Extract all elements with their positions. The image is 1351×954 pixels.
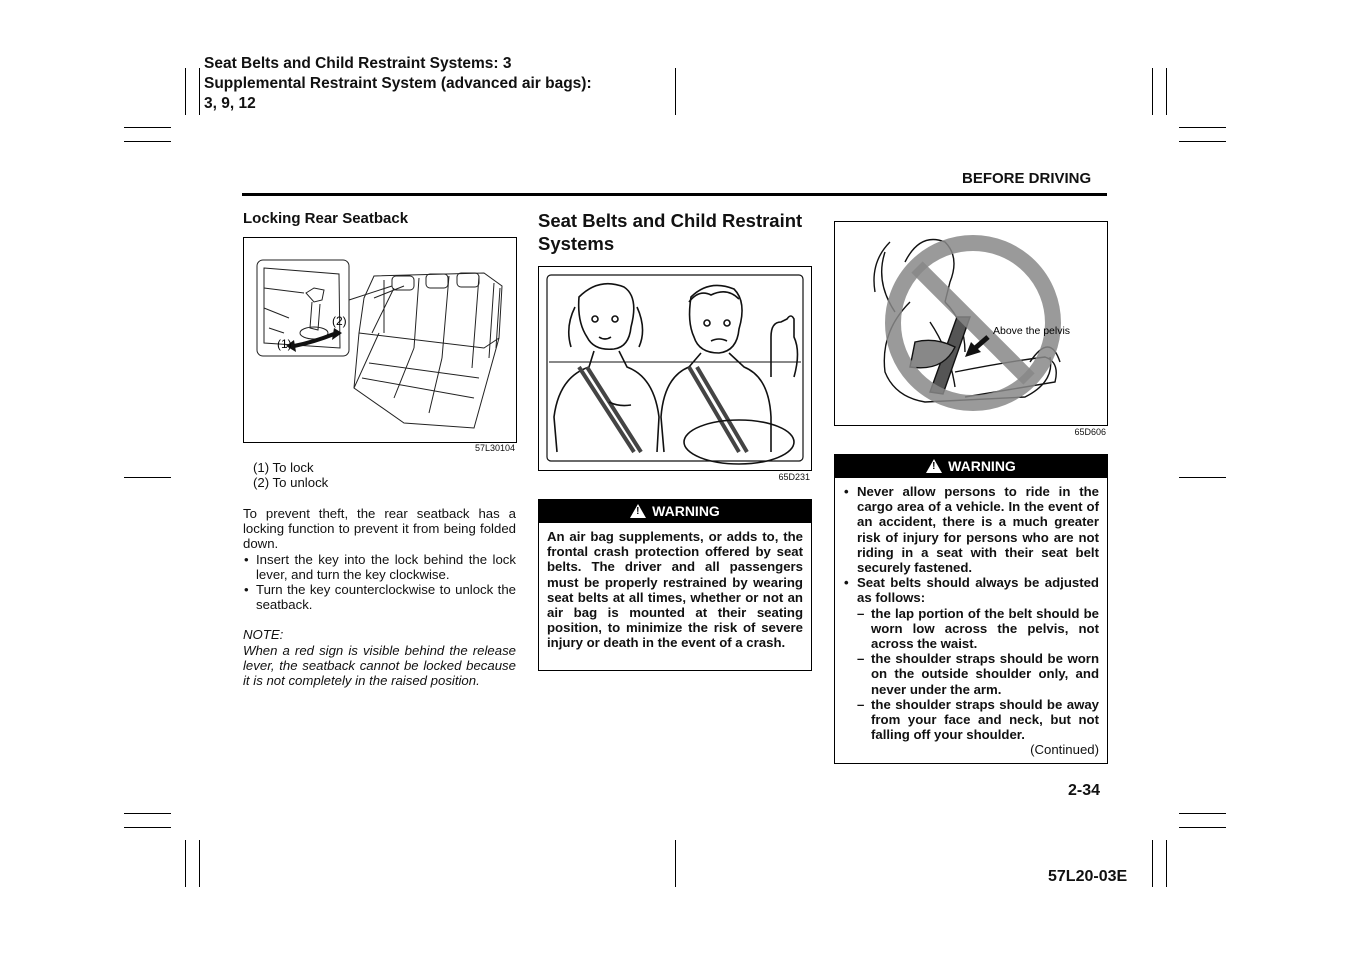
seat-belts-heading: Seat Belts and Child Restraint Systems [538, 210, 803, 254]
seatback-figure [243, 237, 517, 443]
note-text: When a red sign is visible behind the release lever, the seatback cannot be locked because it is not completely in the raised position. [243, 642, 516, 689]
seatback-paragraph: To prevent theft, the rear seatback has a locking function to prevent it from being folded down. [243, 506, 516, 552]
warning-triangle-icon [630, 504, 646, 518]
header-line-2: Supplemental Restraint System (advanced air bags): [204, 75, 592, 92]
pelvis-figure [834, 221, 1108, 426]
figure-code: 65D606 [1074, 427, 1106, 437]
figure-code: 65D231 [778, 472, 810, 482]
figure-code: 57L30104 [474, 443, 515, 453]
warning-list [843, 484, 1099, 742]
list-item: • Seat belts should always be adjusted as follows: [843, 575, 1099, 605]
list-item: – the lap portion of the belt should be worn low across the pelvis, not across the waist. [843, 606, 1099, 652]
note-label: NOTE: [243, 627, 284, 643]
seatback-illustration [244, 238, 516, 442]
pelvis-illustration [835, 222, 1107, 425]
list-item: – the shoulder straps should be away from your face and neck, but not falling off your shoulder. [843, 697, 1099, 743]
warning-header [835, 455, 1107, 478]
people-illustration [539, 267, 811, 470]
seatback-text [243, 506, 516, 688]
header-line-3: 3, 9, 12 [204, 95, 256, 112]
figure-annotation: Above the pelvis [993, 325, 1071, 337]
warning-triangle-icon [926, 459, 942, 473]
header-rule [242, 193, 1107, 196]
warning-box-seatbelts [834, 454, 1108, 764]
page-header [204, 54, 592, 114]
legend-item: (2) To unlock [253, 475, 329, 491]
list-item: – the shoulder straps should be worn on the outside shoulder only, and never under the arm. [843, 651, 1099, 697]
people-figure [538, 266, 812, 471]
document-code: 57L20-03E [1048, 868, 1128, 885]
list-item: • Turn the key counterclockwise to unlock the seatback. [243, 582, 516, 612]
figure-label-1: (1) [277, 337, 292, 351]
warning-text [835, 478, 1107, 764]
list-item: • Never allow persons to ride in the cargo area of a vehicle. In the event of an accident, there is a much greater risk of injury for persons who are not riding in a seat with their seat belt securely fastened. [843, 484, 1099, 575]
warning-label: WARNING [652, 503, 720, 519]
warning-text: An air bag supplements, or adds to, the frontal crash protection offered by seat belts. The driver and all passengers must be properly restrained by wearing seat belts at all times, whether or not an air bag is mounted at their seating position, to minimize the risk of severe injury or death in the event of a crash. [547, 529, 803, 651]
warning-header [539, 500, 811, 523]
continued-label: (Continued) [1030, 742, 1099, 758]
warning-label: WARNING [948, 458, 1016, 474]
page-number: 2-34 [1068, 782, 1101, 799]
figure-label-2: (2) [332, 314, 347, 328]
section-title: BEFORE DRIVING [962, 170, 1092, 187]
list-item: • Insert the key into the lock behind the lock lever, and turn the key clockwise. [243, 552, 516, 582]
seatback-bullets [243, 552, 516, 613]
figure-legend [253, 460, 515, 490]
legend-item: (1) To lock [253, 460, 314, 475]
locking-seatback-heading: Locking Rear Seatback [243, 210, 409, 227]
warning-box-airbag [538, 499, 812, 671]
header-line-1: Seat Belts and Child Restraint Systems: 3 [204, 55, 512, 72]
